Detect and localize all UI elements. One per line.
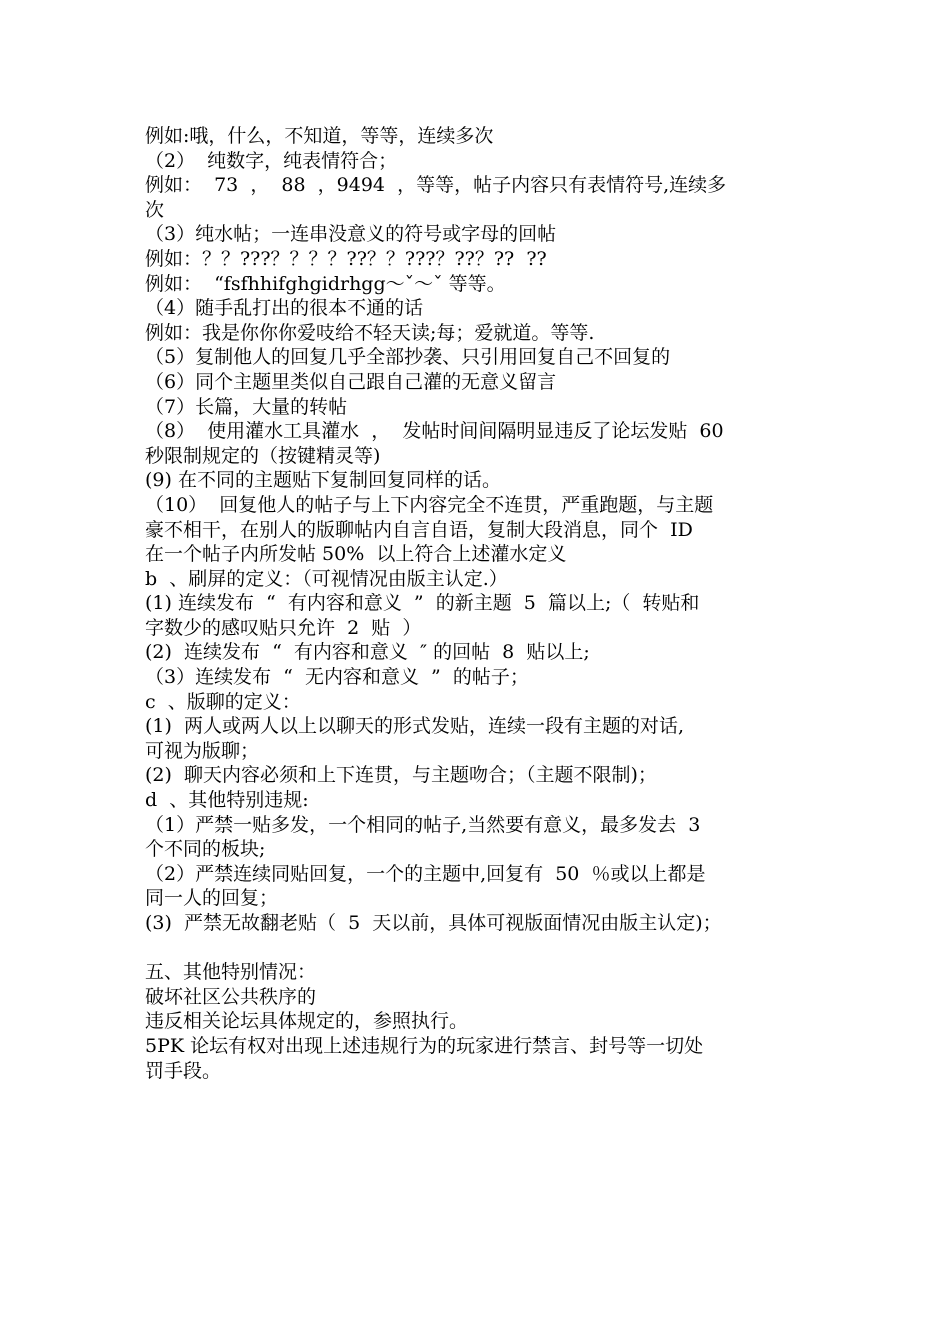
text-line: (9) 在不同的主题贴下复制回复同样的话。 (145, 469, 501, 492)
section-heading: 五、其他特别情况： (145, 961, 317, 984)
text-line: 个不同的板块; (145, 838, 266, 861)
text-line: （3）纯水帖；一连串没意义的符号或字母的回帖 (145, 223, 557, 246)
text-line: （7）长篇，大量的转帖 (145, 395, 348, 418)
text-line: c 、版聊的定义： (145, 690, 301, 713)
text-line: 在一个帖子内所发帖 50% 以上符合上述灌水定义 (145, 543, 567, 566)
text-line: 同一人的回复； (145, 887, 279, 910)
text-line: (2) 聊天内容必须和上下连贯，与主题吻合；（主题不限制)； (145, 764, 657, 787)
text-line: （6）同个主题里类似自己跟自己灌的无意义留言 (145, 370, 557, 393)
text-line: (2) 连续发布 “ 有内容和意义 ″ 的回帖 8 贴以上; (145, 641, 590, 664)
text-line: 可视为版聊； (145, 739, 260, 762)
text-line: 例如： 73 ， 88 ，9494 ，等等，帖子内容只有表情符号,连续多 (145, 174, 727, 197)
text-line: 例如：我是你你你爱吱给不轻天读;每；爱就道。等等. (145, 321, 595, 344)
text-line: （4）随手乱打出的很本不通的话 (145, 297, 424, 320)
text-line: 违反相关论坛具体规定的，参照执行。 (145, 1010, 469, 1033)
text-line: b 、刷屏的定义：（可视情况由版主认定.） (145, 567, 508, 590)
text-line: 字数少的感叹贴只允许 2 贴 ） (145, 616, 422, 639)
text-line: 破坏社区公共秩序的 (145, 985, 317, 1008)
text-line: (1) 连续发布 “ 有内容和意义 ” 的新主题 5 篇以上;（ 转贴和 (145, 592, 700, 615)
text-line: 5PK 论坛有权对出现上述违规行为的玩家进行禁言、封号等一切处 (145, 1034, 704, 1057)
text-line: （1）严禁一贴多发，一个相同的帖子,当然要有意义，最多发去 3 (145, 813, 701, 836)
blank-line (145, 936, 813, 961)
document-body (145, 124, 813, 1083)
text-line: （2）严禁连续同贴回复，一个的主题中,回复有 50 ％或以上都是 (145, 862, 706, 885)
text-line: (1) 两人或两人以上以聊天的形式发贴，连续一段有主题的对话, (145, 715, 685, 738)
text-line: 豪不相干，在别人的版聊帖内自言自语，复制大段消息，同个 ID (145, 518, 693, 541)
text-line: 例如:哦，什么，不知道，等等，连续多次 (145, 125, 494, 147)
text-line: d 、其他特别违规: (145, 789, 309, 812)
text-line: 秒限制规定的（按键精灵等) (145, 444, 381, 467)
text-line: （3）连续发布 “ 无内容和意义 ” 的帖子； (145, 666, 529, 689)
text-line: 罚手段。 (145, 1059, 222, 1082)
text-line: 次 (145, 198, 165, 221)
text-line: （5）复制他人的回复几乎全部抄袭、只引用回复自己不回复的 (145, 346, 671, 369)
text-line: （8） 使用灌水工具灌水 ， 发帖时间间隔明显违反了论坛发贴 60 (145, 420, 724, 443)
text-line: 例如：？？???？？？？??？？???？??？?? ?? (145, 247, 547, 270)
text-line: (3) 严禁无故翻老贴（ 5 天以前，具体可视版面情况由版主认定)； (145, 912, 722, 934)
text-line: （10） 回复他人的帖子与上下内容完全不连贯，严重跑题，与主题 (145, 493, 714, 516)
text-line: 例如： “fsfhhifghgidrhgg～ˇ～ˇ 等等。 (145, 272, 506, 295)
text-line: （2） 纯数字，纯表情符合； (145, 149, 398, 172)
